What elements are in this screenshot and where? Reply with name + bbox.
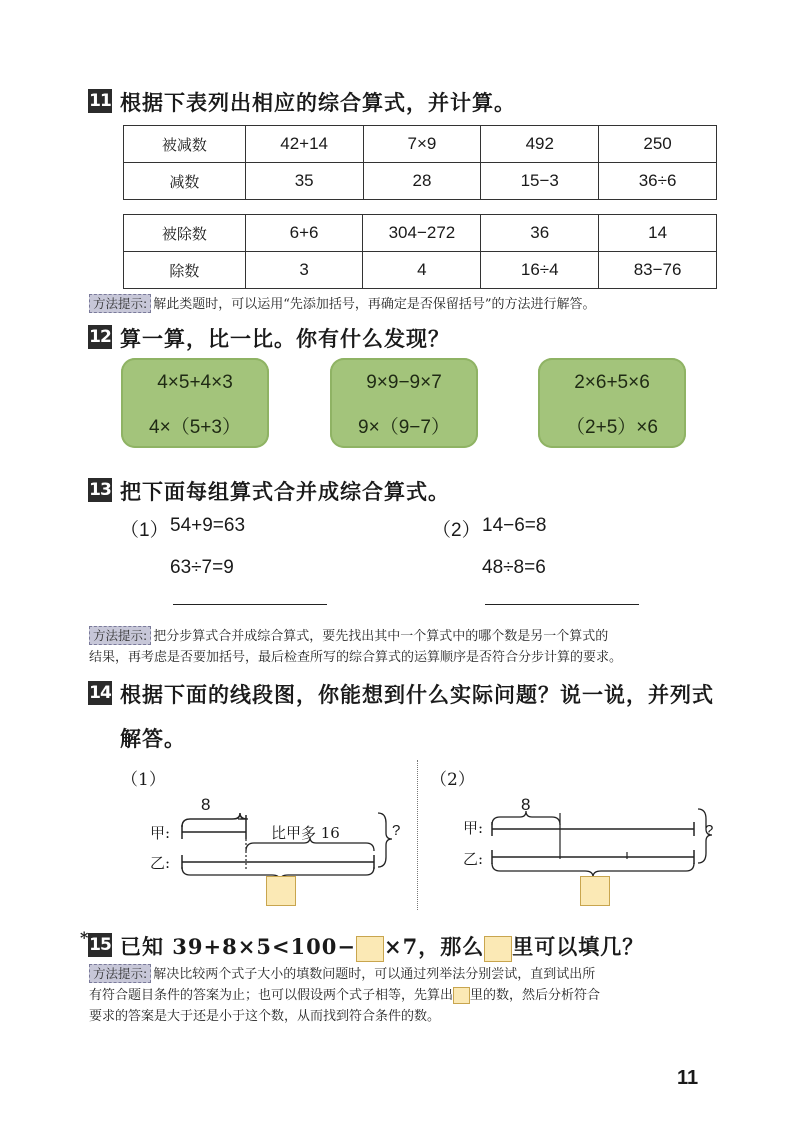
question-15-text: [120, 931, 644, 962]
question-number-11: 11: [89, 91, 111, 111]
expression-card-1: [121, 358, 269, 448]
table-row: [124, 252, 717, 289]
tip-text-line-1: 解决比较两个式子大小的填数问题时，可以通过列举法分别尝试，直到试出所: [153, 967, 596, 982]
answer-line-2[interactable]: [485, 604, 639, 605]
diagram-divider: [417, 760, 418, 910]
group-1-equation-1: 54+9=63: [170, 515, 246, 536]
method-tip-13: [89, 626, 729, 668]
question-number-13: 13: [89, 480, 111, 500]
group-1-label: （1）: [120, 520, 169, 541]
table-cell: 28: [363, 163, 481, 200]
question-15-text-a: 已知 39+8×5<100−: [120, 934, 356, 959]
question-number-14: 14: [89, 683, 111, 703]
challenge-star: *: [80, 928, 89, 947]
table-cell: 被减数: [124, 126, 246, 163]
diagram-1-note: 比甲多 16: [271, 824, 340, 842]
fill-box[interactable]: [356, 936, 384, 962]
card-line-2: （2+5）×6: [566, 417, 658, 438]
table-row: [124, 126, 717, 163]
question-number-15: 15: [89, 935, 111, 955]
expression-card-3: [538, 358, 686, 448]
division-table: [123, 214, 717, 289]
table-cell: 304−272: [363, 215, 481, 252]
question-14-title-line-2: 解答。: [120, 726, 186, 751]
table-cell: 减数: [124, 163, 246, 200]
table-cell: 36÷6: [599, 163, 717, 200]
table-cell: 42+14: [245, 126, 363, 163]
group-2-label: （2）: [432, 520, 481, 541]
tip-label: 方法提示:: [89, 964, 151, 983]
method-tip-15: [89, 964, 729, 1027]
question-15-text-b: ×7，那么: [383, 934, 485, 959]
method-tip-11: [89, 294, 729, 315]
diagram-1-jia-label: 甲:: [150, 824, 171, 842]
answer-line-1[interactable]: [173, 604, 327, 605]
answer-box-diagram-1[interactable]: [266, 876, 296, 906]
card-line-2: 9×（9−7）: [358, 417, 450, 438]
tip-text-line-2: 结果，再考虑是否要加括号，最后检查所写的综合算式的运算顺序是否符合分步计算的要求。: [89, 650, 623, 665]
tip-label: 方法提示:: [89, 626, 151, 645]
page-number: 11: [677, 1067, 699, 1089]
subtraction-table: [123, 125, 717, 200]
table-cell: 250: [599, 126, 717, 163]
question-14-title-line-1: 根据下面的线段图，你能想到什么实际问题？说一说，并列式: [120, 682, 714, 707]
table-cell: 被除数: [124, 215, 246, 252]
question-number-12: 12: [89, 327, 111, 347]
group-1-equation-2: 63÷7=9: [170, 557, 234, 578]
diagram-1-value: 8: [201, 795, 211, 814]
diagram-2-value: 8: [521, 795, 531, 814]
fill-box[interactable]: [484, 936, 512, 962]
table-cell: 492: [481, 126, 599, 163]
table-cell: 15−3: [481, 163, 599, 200]
expression-card-2: [330, 358, 478, 448]
answer-box-diagram-2[interactable]: [580, 876, 610, 906]
table-cell: 35: [245, 163, 363, 200]
question-13-title: 把下面每组算式合并成综合算式。: [120, 479, 450, 504]
table-cell: 83−76: [599, 252, 717, 289]
card-line-2: 4×（5+3）: [149, 417, 241, 438]
diagram-2-jia-label: 甲:: [463, 819, 484, 837]
card-line-1: 4×5+4×3: [157, 372, 233, 393]
fill-box-icon: [453, 987, 470, 1004]
table-row: [124, 163, 717, 200]
question-15-text-c: 里可以填几？: [512, 934, 645, 959]
group-2-equation-2: 48÷8=6: [482, 557, 546, 578]
diagram-1-label: （1）: [121, 770, 166, 790]
tip-label: 方法提示:: [89, 294, 151, 313]
card-line-1: 2×6+5×6: [574, 372, 650, 393]
diagram-1-question-mark: ?: [392, 822, 401, 839]
table-cell: 4: [363, 252, 481, 289]
table-cell: 6+6: [245, 215, 363, 252]
tip-text-line-2b: 里的数，然后分析符合: [470, 988, 601, 1003]
table-cell: 16÷4: [481, 252, 599, 289]
table-row: [124, 215, 717, 252]
table-cell: 除数: [124, 252, 246, 289]
card-line-1: 9×9−9×7: [366, 372, 442, 393]
table-cell: 7×9: [363, 126, 481, 163]
tip-text-line-1: 把分步算式合并成综合算式，要先找出其中一个算式中的哪个数是另一个算式的: [153, 629, 609, 644]
diagram-2-question-mark: ?: [705, 822, 714, 839]
tip-text: 解此类题时，可以运用“先添加括号，再确定是否保留括号”的方法进行解答。: [153, 297, 596, 312]
diagram-1-yi-label: 乙:: [150, 854, 171, 872]
table-cell: 3: [245, 252, 363, 289]
question-11-title: 根据下表列出相应的综合算式，并计算。: [120, 90, 516, 115]
table-cell: 14: [599, 215, 717, 252]
tip-text-line-3: 要求的答案是大于还是小于这个数，从而找到符合条件的数。: [89, 1009, 441, 1024]
diagram-2-yi-label: 乙:: [463, 850, 484, 868]
tip-text-line-2a: 有符合题目条件的答案为止；也可以假设两个式子相等，先算出: [89, 988, 454, 1003]
table-cell: 36: [481, 215, 599, 252]
question-12-title: 算一算，比一比。你有什么发现？: [120, 326, 450, 351]
diagram-2-label: （2）: [430, 770, 475, 790]
group-2-equation-1: 14−6=8: [482, 515, 547, 536]
